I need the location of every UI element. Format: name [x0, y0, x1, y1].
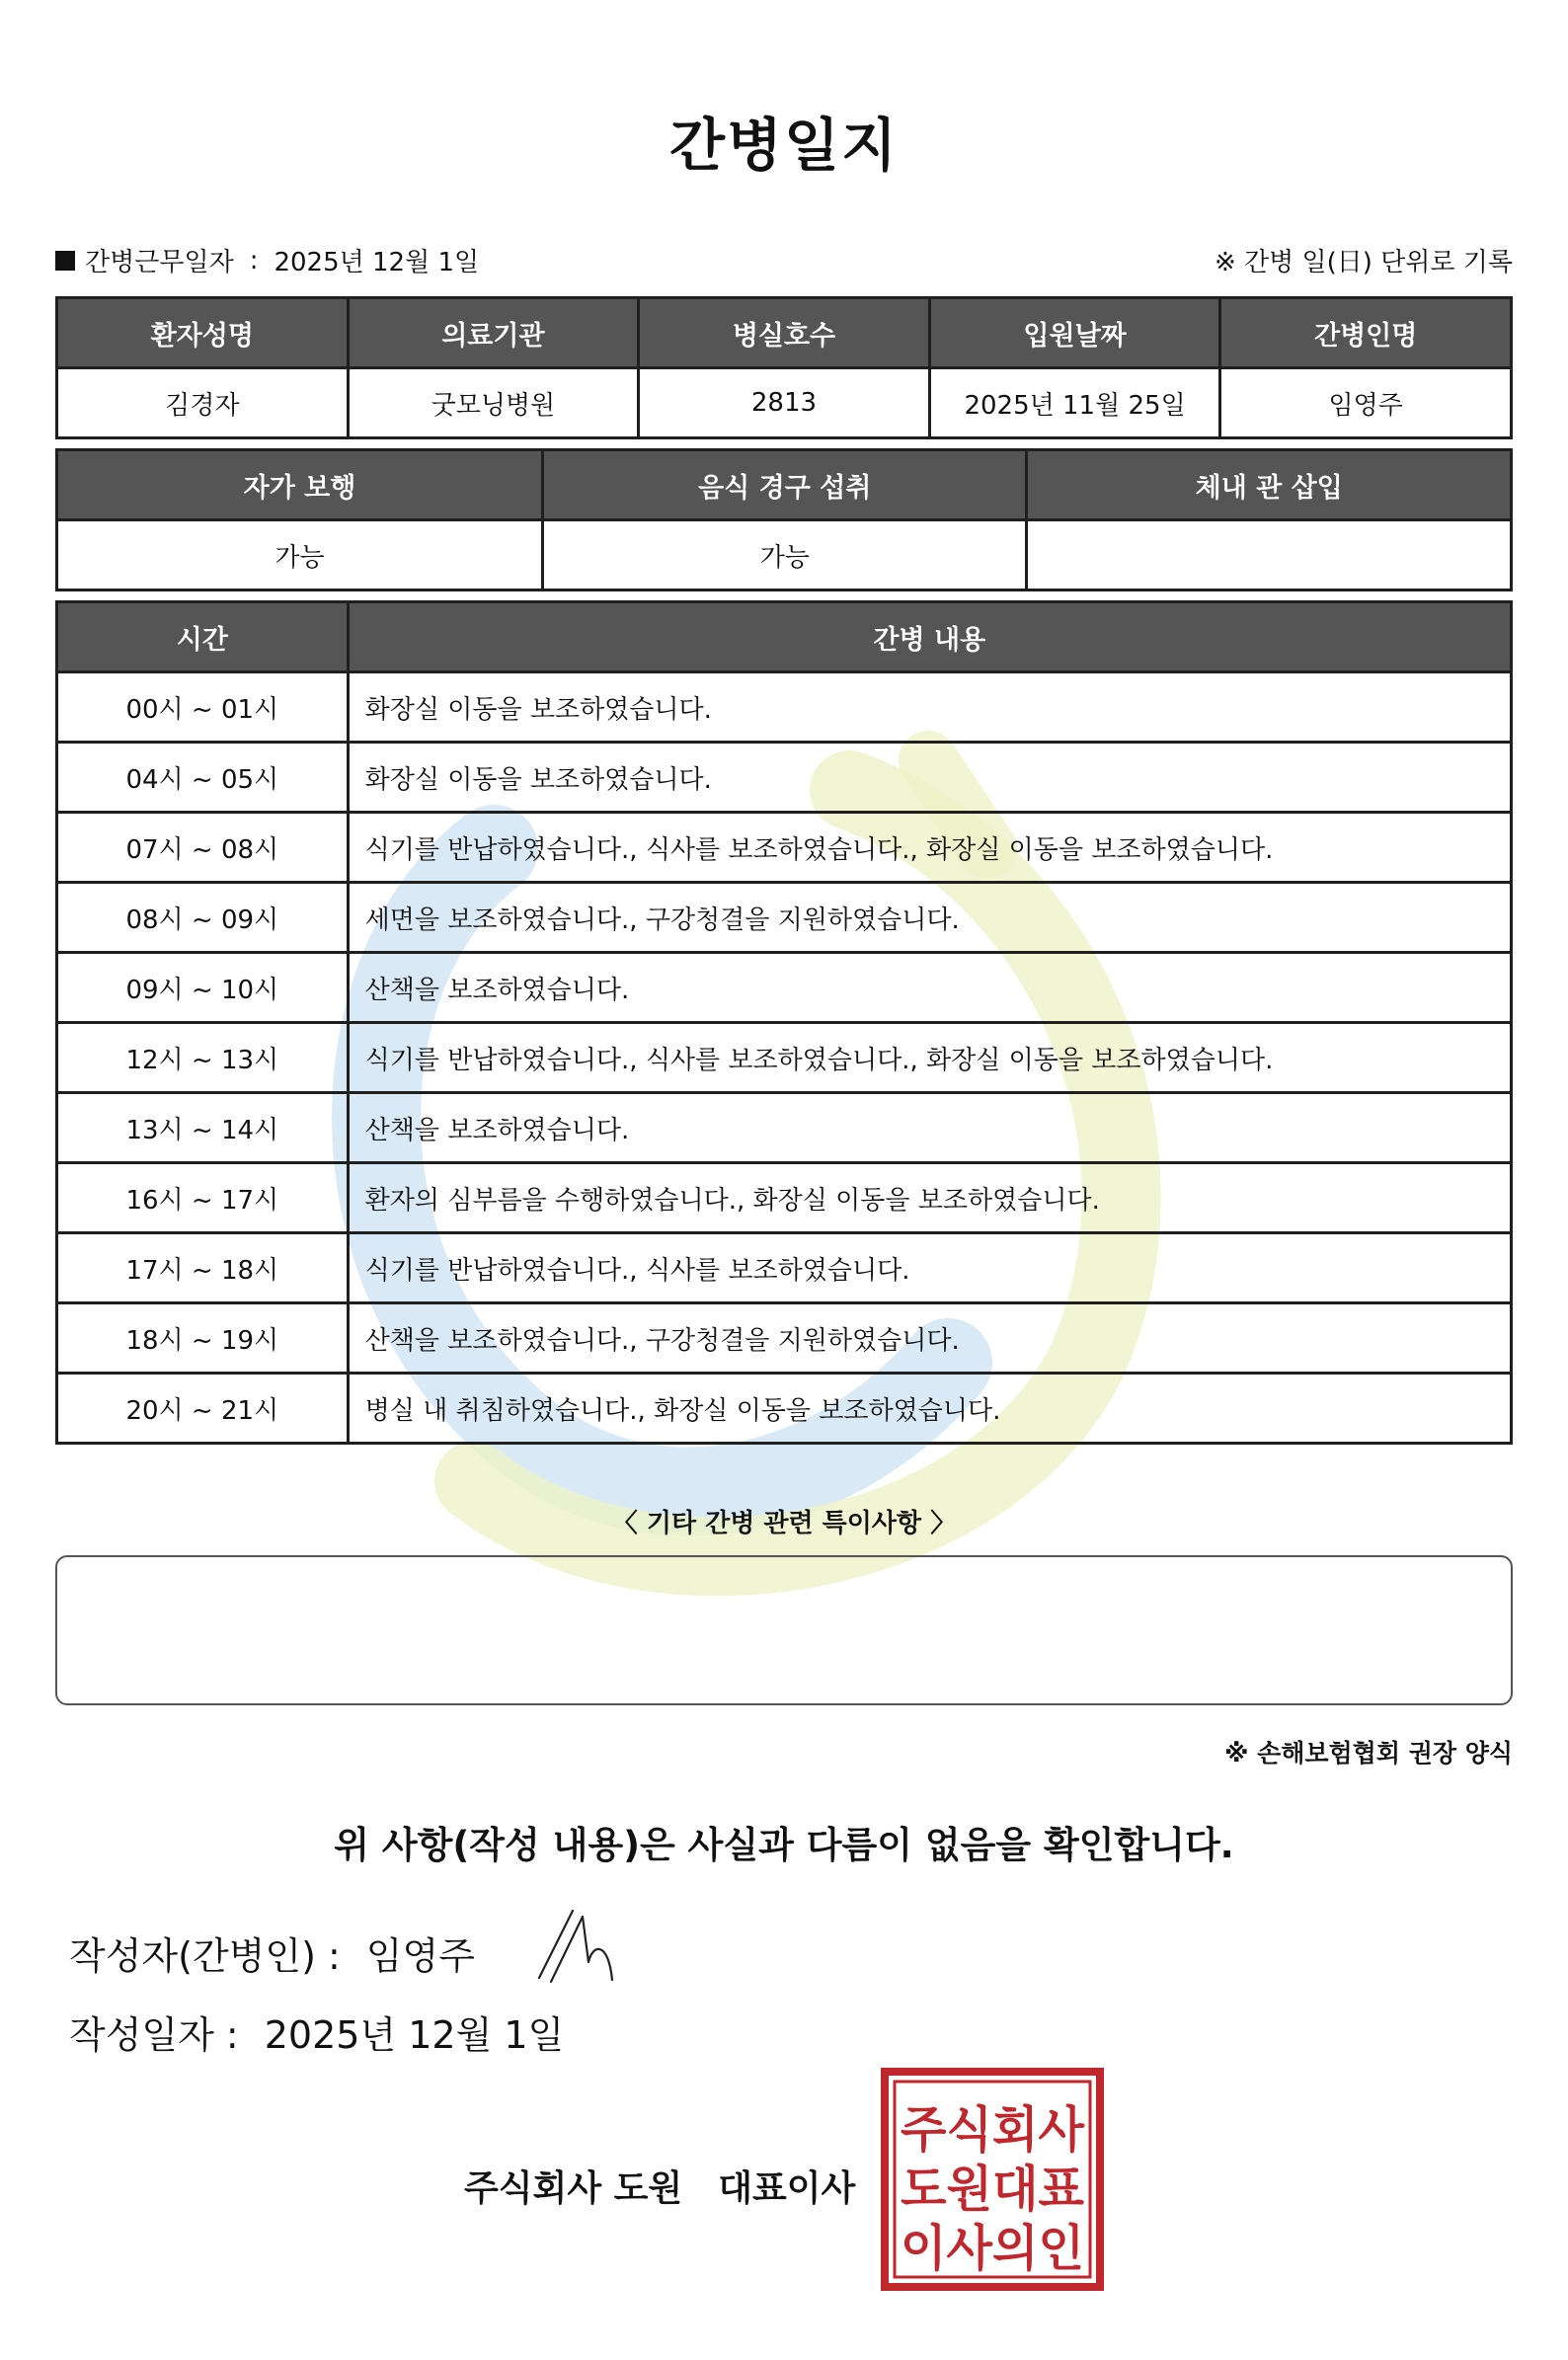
table-row	[57, 1163, 1512, 1233]
page-title: 간병일지	[668, 112, 900, 179]
log-content: 식기를 반납하였습니다., 식사를 보조하였습니다.	[348, 1233, 1511, 1303]
header-caregiver-name: 간병인명	[1220, 298, 1512, 368]
write-date-value: 2025년 12월 1일	[264, 2013, 565, 2057]
meta-row	[55, 242, 1513, 281]
header-room-number: 병실호수	[639, 298, 930, 368]
oral-intake-value: 가능	[542, 520, 1027, 590]
table-row	[57, 813, 1512, 883]
header-patient-name: 환자성명	[57, 298, 349, 368]
svg-text:이사의인: 이사의인	[901, 2220, 1084, 2277]
log-time: 13시 ~ 14시	[57, 1093, 349, 1163]
patient-name: 김경자	[57, 368, 349, 438]
log-time: 07시 ~ 08시	[57, 813, 349, 883]
work-date-label: 간병근무일자	[85, 248, 234, 277]
log-time: 00시 ~ 01시	[57, 672, 349, 743]
care-log-body	[57, 672, 1512, 1444]
header-oral-intake: 음식 경구 섭취	[542, 450, 1027, 520]
room-number: 2813	[639, 368, 930, 438]
table-row	[57, 1374, 1512, 1444]
record-unit-note: ※ 간병 일(日) 단위로 기록	[1214, 248, 1513, 277]
header-hospital: 의료기관	[348, 298, 639, 368]
care-log-table	[55, 600, 1513, 1445]
work-date-separator: :	[249, 245, 259, 275]
log-content: 병실 내 취침하였습니다., 화장실 이동을 보조하였습니다.	[348, 1374, 1511, 1444]
log-content: 환자의 심부름을 수행하였습니다., 화장실 이동을 보조하였습니다.	[348, 1163, 1511, 1233]
log-content: 산책을 보조하였습니다., 구강청결을 지원하였습니다.	[348, 1303, 1511, 1374]
writer-label: 작성자(간병인) :	[69, 1934, 341, 1978]
company-name: 주식회사 도원	[464, 2168, 683, 2209]
confirmation-statement: 위 사항(작성 내용)은 사실과 다름이 없음을 확인합니다.	[334, 1824, 1234, 1866]
header-admission-date: 입원날짜	[929, 298, 1220, 368]
writer-row	[69, 1926, 475, 1980]
log-content: 화장실 이동을 보조하였습니다.	[348, 743, 1511, 813]
table-row	[57, 1233, 1512, 1303]
header-care-content: 간병 내용	[348, 602, 1511, 672]
write-date-row	[69, 2005, 564, 2059]
table-row	[57, 743, 1512, 813]
header-time: 시간	[57, 602, 349, 672]
special-notes-title: 〈 기타 간병 관련 특이사항 〉	[611, 1509, 957, 1538]
header-self-walking: 자가 보행	[57, 450, 543, 520]
writer-name: 임영주	[365, 1934, 475, 1978]
write-date-label: 작성일자 :	[69, 2013, 239, 2057]
company-seal-stamp	[881, 2068, 1104, 2291]
log-time: 16시 ~ 17시	[57, 1163, 349, 1233]
patient-status-table	[55, 448, 1513, 591]
log-content: 세면을 보조하였습니다., 구강청결을 지원하였습니다.	[348, 883, 1511, 953]
company-signoff	[464, 2161, 855, 2211]
table-row	[57, 953, 1512, 1023]
recommended-form-note: ※ 손해보험협회 권장 양식	[1224, 1739, 1513, 1768]
hospital-name: 굿모닝병원	[348, 368, 639, 438]
square-bullet-icon	[55, 251, 75, 271]
work-date	[55, 242, 479, 278]
log-time: 18시 ~ 19시	[57, 1303, 349, 1374]
admission-date: 2025년 11월 25일	[929, 368, 1220, 438]
table-row	[57, 672, 1512, 743]
company-role: 대표이사	[718, 2168, 856, 2209]
log-time: 09시 ~ 10시	[57, 953, 349, 1023]
svg-text:도원대표: 도원대표	[901, 2161, 1085, 2218]
header-tube-insertion: 체내 관 삽입	[1027, 450, 1512, 520]
log-content: 산책을 보조하였습니다.	[348, 1093, 1511, 1163]
table-row	[57, 1023, 1512, 1093]
log-time: 08시 ~ 09시	[57, 883, 349, 953]
table-row	[57, 1093, 1512, 1163]
signature-image	[533, 1901, 622, 1990]
log-content: 식기를 반납하였습니다., 식사를 보조하였습니다., 화장실 이동을 보조하였습니다.	[348, 813, 1511, 883]
log-time: 04시 ~ 05시	[57, 743, 349, 813]
self-walking-value: 가능	[57, 520, 543, 590]
log-content: 식기를 반납하였습니다., 식사를 보조하였습니다., 화장실 이동을 보조하였습니다.	[348, 1023, 1511, 1093]
svg-text:주식회사: 주식회사	[901, 2101, 1085, 2159]
table-row	[57, 883, 1512, 953]
log-time: 12시 ~ 13시	[57, 1023, 349, 1093]
table-row	[57, 1303, 1512, 1374]
log-time: 20시 ~ 21시	[57, 1374, 349, 1444]
work-date-value: 2025년 12월 1일	[274, 248, 480, 277]
caregiver-name: 임영주	[1220, 368, 1512, 438]
tube-insertion-value	[1027, 520, 1512, 590]
log-content: 산책을 보조하였습니다.	[348, 953, 1511, 1023]
log-content: 화장실 이동을 보조하였습니다.	[348, 672, 1511, 743]
patient-info-table	[55, 296, 1513, 439]
log-time: 17시 ~ 18시	[57, 1233, 349, 1303]
special-notes-box	[55, 1555, 1513, 1705]
